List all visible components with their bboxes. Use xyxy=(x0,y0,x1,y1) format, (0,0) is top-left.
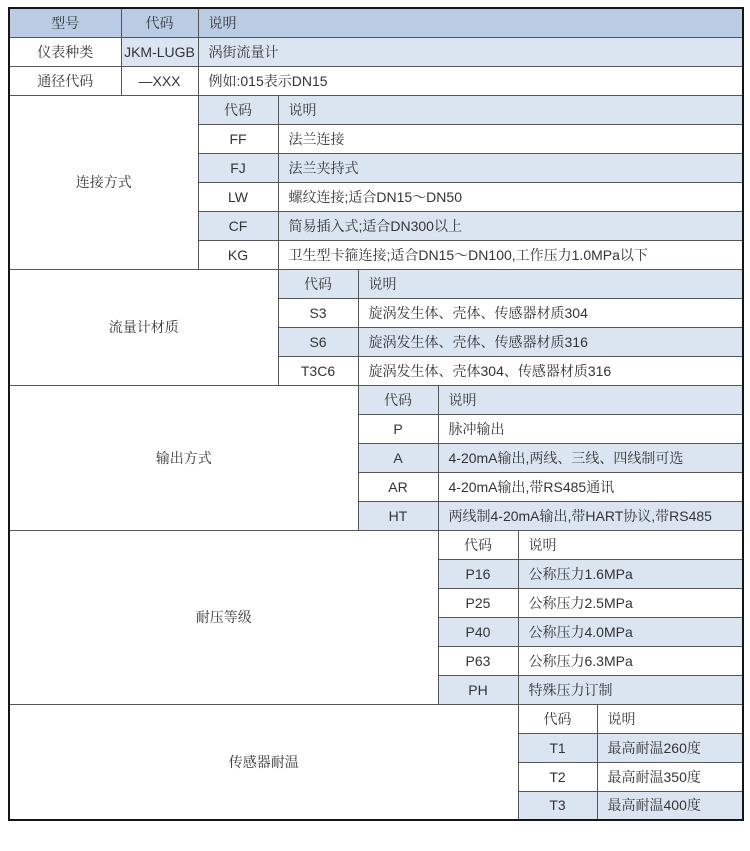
sub-header-desc: 说明 xyxy=(597,704,743,733)
desc-cell: 4-20mA输出,两线、三线、四线制可选 xyxy=(438,443,743,472)
code-cell: FF xyxy=(198,124,278,153)
section-connection-subheader xyxy=(9,95,743,124)
sub-header-desc: 说明 xyxy=(358,269,743,298)
code-cell: P40 xyxy=(438,617,518,646)
sub-header-code: 代码 xyxy=(358,385,438,414)
model-selection-table xyxy=(8,7,744,821)
desc-cell: 公称压力1.6MPa xyxy=(518,559,743,588)
code-cell: T3 xyxy=(518,791,597,820)
row-instrument-type xyxy=(9,37,743,66)
table-header-row xyxy=(9,8,743,37)
desc-cell: 旋涡发生体、壳体、传感器材质304 xyxy=(358,298,743,327)
desc-cell: 两线制4-20mA输出,带HART协议,带RS485 xyxy=(438,501,743,530)
code-cell: S3 xyxy=(278,298,358,327)
section-output-label: 输出方式 xyxy=(9,385,358,530)
section-pressure-subheader xyxy=(9,530,743,559)
desc-cell: 脉冲输出 xyxy=(438,414,743,443)
instrument-type-code: JKM-LUGB xyxy=(121,37,198,66)
section-connection-label: 连接方式 xyxy=(9,95,198,269)
row-diameter-code xyxy=(9,66,743,95)
section-temperature-subheader xyxy=(9,704,743,733)
code-cell: P25 xyxy=(438,588,518,617)
diameter-code-label: 通径代码 xyxy=(9,66,121,95)
diameter-code-code: —XXX xyxy=(121,66,198,95)
desc-cell: 法兰连接 xyxy=(278,124,743,153)
diameter-code-desc: 例如:015表示DN15 xyxy=(198,66,743,95)
code-cell: S6 xyxy=(278,327,358,356)
desc-cell: 4-20mA输出,带RS485通讯 xyxy=(438,472,743,501)
code-cell: T1 xyxy=(518,733,597,762)
code-cell: A xyxy=(358,443,438,472)
section-output-subheader xyxy=(9,385,743,414)
desc-cell: 公称压力6.3MPa xyxy=(518,646,743,675)
desc-cell: 简易插入式;适合DN300以上 xyxy=(278,211,743,240)
header-desc-cell: 说明 xyxy=(198,8,743,37)
sub-header-desc: 说明 xyxy=(518,530,743,559)
code-cell: P16 xyxy=(438,559,518,588)
code-cell: T3C6 xyxy=(278,356,358,385)
desc-cell: 最高耐温400度 xyxy=(597,791,743,820)
sub-header-code: 代码 xyxy=(438,530,518,559)
code-cell: FJ xyxy=(198,153,278,182)
desc-cell: 旋涡发生体、壳体、传感器材质316 xyxy=(358,327,743,356)
desc-cell: 最高耐温260度 xyxy=(597,733,743,762)
code-cell: LW xyxy=(198,182,278,211)
desc-cell: 公称压力4.0MPa xyxy=(518,617,743,646)
section-pressure-label: 耐压等级 xyxy=(9,530,438,704)
desc-cell: 特殊压力订制 xyxy=(518,675,743,704)
sub-header-code: 代码 xyxy=(518,704,597,733)
desc-cell: 螺纹连接;适合DN15～DN50 xyxy=(278,182,743,211)
desc-cell: 最高耐温350度 xyxy=(597,762,743,791)
code-cell: KG xyxy=(198,240,278,269)
code-cell: HT xyxy=(358,501,438,530)
section-material-subheader xyxy=(9,269,743,298)
section-material-label: 流量计材质 xyxy=(9,269,278,385)
code-cell: T2 xyxy=(518,762,597,791)
section-temperature-label: 传感器耐温 xyxy=(9,704,518,820)
sub-header-code: 代码 xyxy=(278,269,358,298)
code-cell: P xyxy=(358,414,438,443)
desc-cell: 旋涡发生体、壳体304、传感器材质316 xyxy=(358,356,743,385)
sub-header-desc: 说明 xyxy=(278,95,743,124)
desc-cell: 法兰夹持式 xyxy=(278,153,743,182)
code-cell: P63 xyxy=(438,646,518,675)
header-code-cell: 代码 xyxy=(121,8,198,37)
code-cell: CF xyxy=(198,211,278,240)
desc-cell: 卫生型卡箍连接;适合DN15～DN100,工作压力1.0MPa以下 xyxy=(278,240,743,269)
code-cell: PH xyxy=(438,675,518,704)
sub-header-code: 代码 xyxy=(198,95,278,124)
instrument-type-desc: 涡街流量计 xyxy=(198,37,743,66)
sub-header-desc: 说明 xyxy=(438,385,743,414)
desc-cell: 公称压力2.5MPa xyxy=(518,588,743,617)
header-model-cell: 型号 xyxy=(9,8,121,37)
instrument-type-label: 仪表种类 xyxy=(9,37,121,66)
code-cell: AR xyxy=(358,472,438,501)
